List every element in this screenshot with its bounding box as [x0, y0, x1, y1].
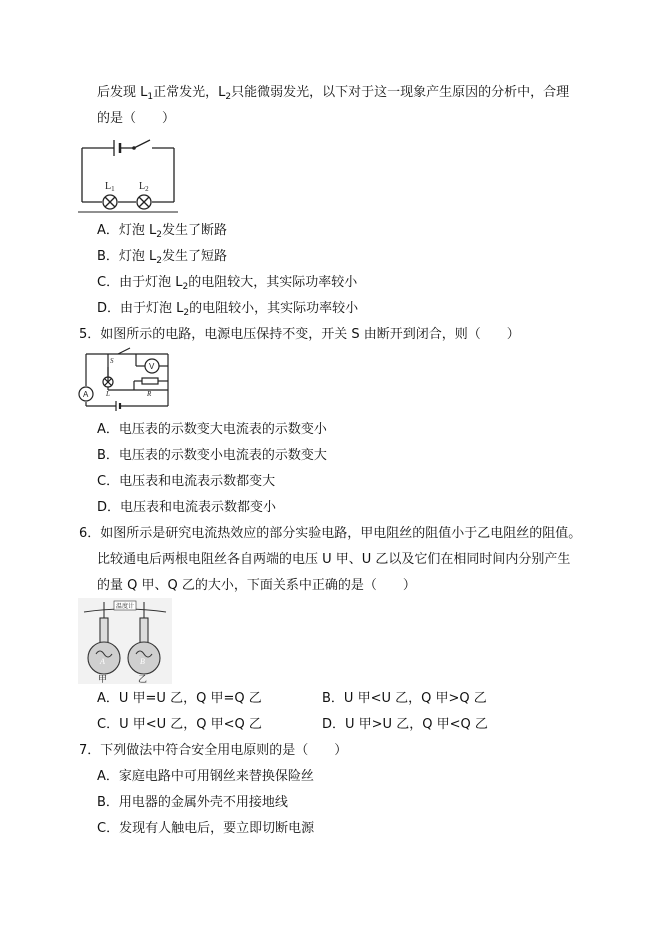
fig-label-s: S — [110, 357, 114, 365]
q6-stem-line2: 比较通电后两根电阻丝各自两端的电压 U 甲、U 乙以及它们在相同时间内分别产生 — [97, 552, 571, 567]
fig-label-l2: L — [139, 181, 146, 192]
q5-circuit-diagram — [78, 346, 173, 414]
q6-option-b: B．U 甲<U 乙，Q 甲>Q 乙 — [322, 691, 487, 706]
fig-label-v: V — [149, 362, 155, 371]
fig-label-a: A — [100, 657, 105, 666]
q5-option-a: A．电压表的示数变大电流表的示数变小 — [97, 422, 327, 437]
q4-option-d: D．由于灯泡 $L_2$的电阻较小，其实际功率较小 — [97, 301, 359, 318]
q4-stem-line2: 的是（ ） — [97, 111, 176, 126]
resistor-r-icon — [142, 378, 158, 384]
fig-label-b: B — [140, 657, 145, 666]
fig-label-l2-sub: 2 — [145, 185, 149, 193]
q6-stem-line3: 的量 Q 甲、Q 乙的大小，下面关系中正确的是（ ） — [97, 578, 416, 593]
q4-stem-sub: 1 — [147, 92, 154, 102]
svg-text:L2 — [139, 181, 149, 193]
q4-stem-text: 只能微弱发光，以下对于这一现象产生原因的分析中，合理 — [231, 85, 570, 100]
q7-stem: 7．下列做法中符合安全用电原则的是（ ） — [79, 743, 348, 758]
q7-option-c: C．发现有人触电后，要立即切断电源 — [97, 821, 315, 836]
q4-option-c: C．由于灯泡 $L_2$的电阻较大，其实际功率较小 — [97, 275, 358, 292]
q6-experiment-diagram — [78, 598, 172, 684]
fig-label-a: A — [83, 390, 89, 399]
fig-label-yi: 乙 — [138, 675, 148, 684]
q4-stem-line1 — [97, 84, 569, 106]
fig-label-r: R — [147, 390, 152, 398]
q6-stem-line1: 6．如图所示是研究电流热效应的部分实验电路，甲电阻丝的阻值小于乙电阻丝的阻值。 — [79, 526, 582, 541]
q4-stem-text: 后发现 L — [97, 85, 148, 100]
q5-option-c: C．电压表和电流表示数都变大 — [97, 474, 276, 489]
fig-label-l: L — [106, 390, 110, 398]
fig-label-jia: 甲 — [98, 675, 108, 684]
svg-text:L1 — [105, 181, 115, 193]
fig-label-thermometer: 温度计 — [116, 603, 135, 610]
q6-option-c: C．U 甲<U 乙，Q 甲<Q 乙 — [97, 717, 262, 732]
q5-stem: 5．如图所示的电路，电源电压保持不变，开关 S 由断开到闭合，则（ ） — [79, 327, 520, 342]
q6-option-d: D．U 甲>U 乙，Q 甲<Q 乙 — [322, 717, 488, 732]
fig-label-l1: L — [105, 181, 112, 192]
q4-option-a: A．灯泡 $L_2$发生了断路 — [97, 223, 228, 240]
q4-circuit-diagram — [78, 134, 178, 214]
q7-option-a: A．家庭电路中可用钢丝来替换保险丝 — [97, 769, 314, 784]
q5-option-b: B．电压表的示数变小电流表的示数变大 — [97, 448, 327, 463]
q4-option-b: B．灯泡 $L_2$发生了短路 — [97, 249, 228, 266]
q4-stem-text: 正常发光，L — [153, 85, 226, 100]
fig-label-l1-sub: 1 — [111, 185, 115, 193]
q7-option-b: B．用电器的金属外壳不用接地线 — [97, 795, 288, 810]
q6-option-a: A．U 甲=U 乙，Q 甲=Q 乙 — [97, 691, 262, 706]
q5-option-d: D．电压表和电流表示数都变小 — [97, 500, 277, 515]
q4-stem-sub: 2 — [225, 92, 232, 102]
